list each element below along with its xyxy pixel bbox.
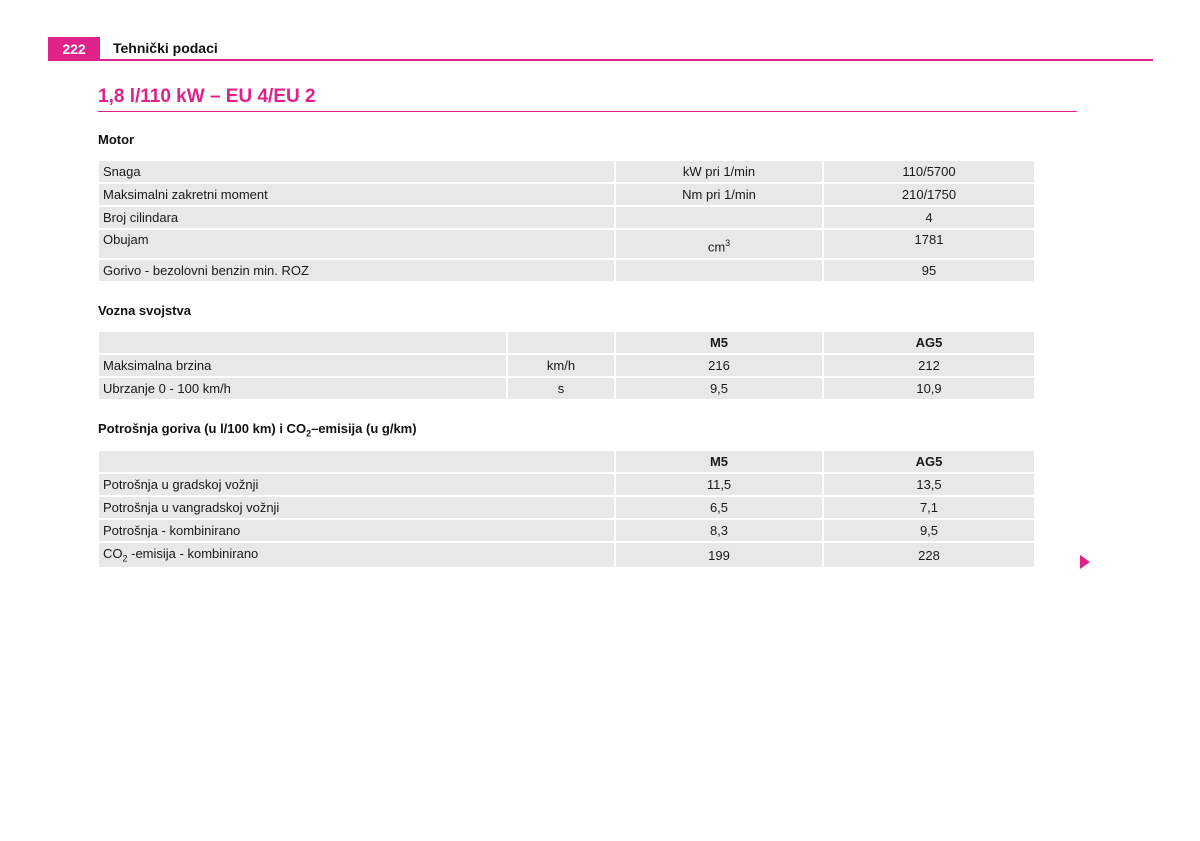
col-header-ag5: AG5 <box>823 331 1035 354</box>
row-value: 95 <box>823 259 1035 282</box>
table-row <box>98 183 1035 206</box>
row-value-ag5: 10,9 <box>823 377 1035 400</box>
driving-heading: Vozna svojstva <box>98 303 191 318</box>
row-label: Ubrzanje 0 - 100 km/h <box>98 377 507 400</box>
label-part: -emisija - kombinirano <box>127 546 259 562</box>
row-value-ag5: 13,5 <box>823 473 1035 496</box>
driving-table <box>97 330 1036 401</box>
page-number: 222 <box>48 37 100 61</box>
row-unit: kW pri 1/min <box>615 160 823 183</box>
row-label: Potrošnja u gradskoj vožnji <box>98 473 615 496</box>
heading-part: Potrošnja goriva (u l/100 km) i CO <box>98 421 307 436</box>
row-value-m5: 216 <box>615 354 823 377</box>
row-value: 110/5700 <box>823 160 1035 183</box>
row-value-m5: 199 <box>615 542 823 568</box>
row-label: Broj cilindara <box>98 206 615 229</box>
row-label: Gorivo - bezolovni benzin min. ROZ <box>98 259 615 282</box>
col-header-m5: M5 <box>615 450 823 473</box>
row-unit: km/h <box>507 354 615 377</box>
row-label: Maksimalni zakretni moment <box>98 183 615 206</box>
row-label <box>98 542 615 568</box>
continue-arrow-icon <box>1080 555 1090 569</box>
motor-table <box>97 159 1036 283</box>
label-part: CO <box>103 546 123 562</box>
unit-base: cm <box>707 239 726 255</box>
table-row <box>98 473 1035 496</box>
table-header-row <box>98 331 1035 354</box>
row-unit <box>615 229 823 259</box>
row-unit: Nm pri 1/min <box>615 183 823 206</box>
row-value-ag5: 212 <box>823 354 1035 377</box>
row-value-m5: 8,3 <box>615 519 823 542</box>
motor-heading: Motor <box>98 132 135 147</box>
table-row <box>98 519 1035 542</box>
heading-subscript: 2 <box>306 428 312 439</box>
row-label: Snaga <box>98 160 615 183</box>
row-value: 4 <box>823 206 1035 229</box>
row-unit <box>615 259 823 282</box>
table-row <box>98 354 1035 377</box>
row-unit: s <box>507 377 615 400</box>
consumption-heading <box>98 421 417 439</box>
row-value-ag5: 9,5 <box>823 519 1035 542</box>
heading-part: –emisija (u g/km) <box>311 421 417 436</box>
row-value: 1781 <box>823 229 1035 259</box>
row-label: Potrošnja u vangradskoj vožnji <box>98 496 615 519</box>
table-row <box>98 259 1035 282</box>
table-row <box>98 229 1035 259</box>
table-row <box>98 542 1035 568</box>
section-title: 1,8 l/110 kW – EU 4/EU 2 <box>98 86 316 107</box>
consumption-table <box>97 449 1036 569</box>
header-rule <box>48 59 1153 61</box>
table-row <box>98 377 1035 400</box>
label-subscript: 2 <box>122 553 128 564</box>
row-value-m5: 9,5 <box>615 377 823 400</box>
col-header-m5: M5 <box>615 331 823 354</box>
row-label: Maksimalna brzina <box>98 354 507 377</box>
table-row <box>98 160 1035 183</box>
row-value-ag5: 7,1 <box>823 496 1035 519</box>
row-value-m5: 6,5 <box>615 496 823 519</box>
row-unit <box>615 206 823 229</box>
table-row <box>98 496 1035 519</box>
unit-superscript: 3 <box>725 237 731 248</box>
row-value-m5: 11,5 <box>615 473 823 496</box>
title-rule <box>98 111 1077 112</box>
col-header-ag5: AG5 <box>823 450 1035 473</box>
table-header-row <box>98 450 1035 473</box>
table-row <box>98 206 1035 229</box>
running-header: Tehnički podaci <box>113 40 218 56</box>
row-value: 210/1750 <box>823 183 1035 206</box>
row-label: Obujam <box>98 229 615 259</box>
row-value-ag5: 228 <box>823 542 1035 568</box>
row-label: Potrošnja - kombinirano <box>98 519 615 542</box>
